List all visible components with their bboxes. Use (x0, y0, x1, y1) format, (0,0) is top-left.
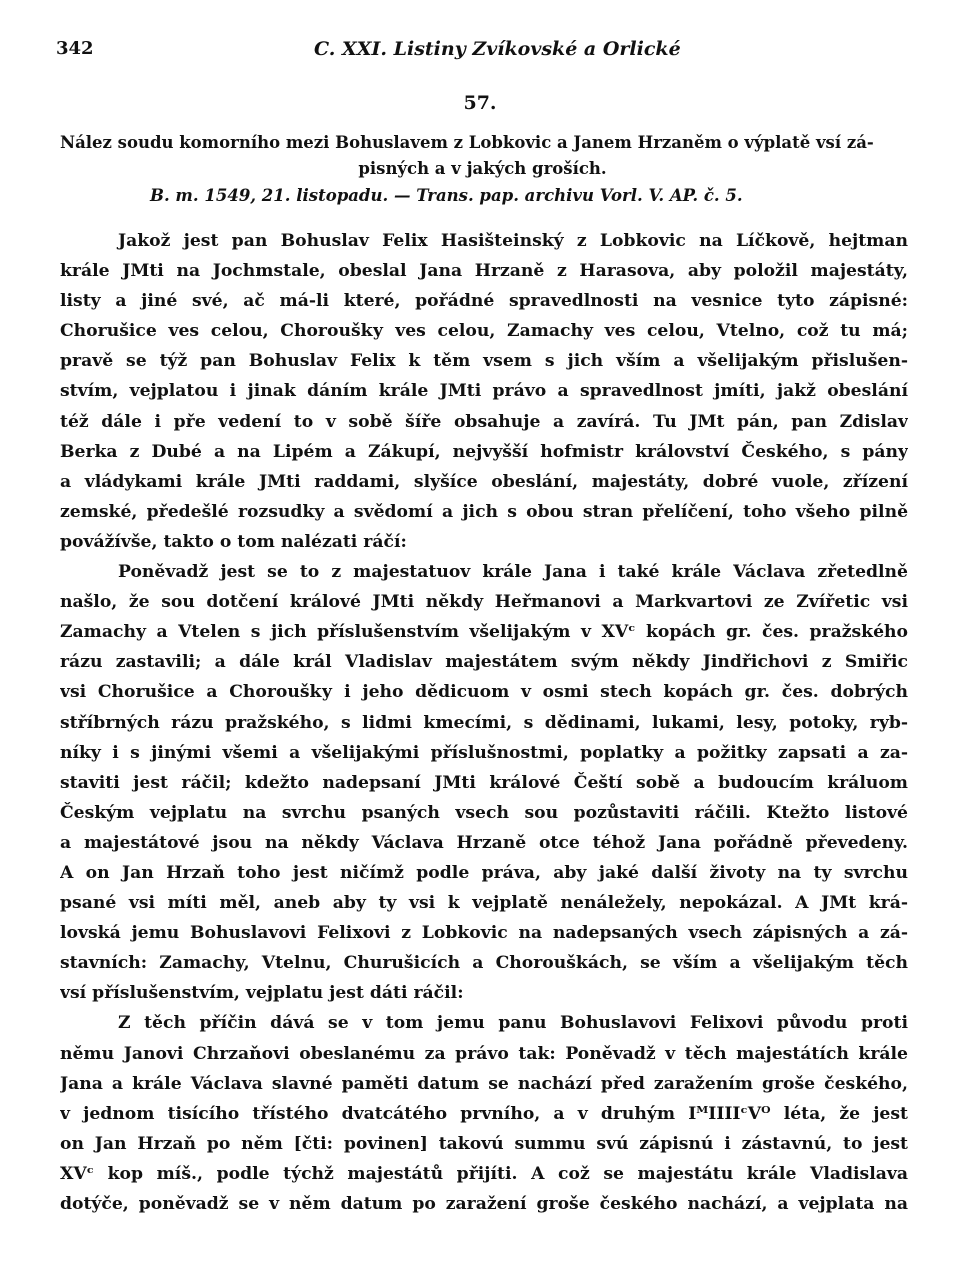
source-citation: B. m. 1549, 21. listopadu. — Trans. pap. archivu Vorl. V. AP. č. 5. (150, 186, 743, 205)
text-line: XVᶜ kop míš., podle týchž majestátů přijíti. A což se majestátu krále Vladislava (60, 1163, 908, 1184)
text-line: krále JMti na Jochmstale, obeslal Jana Hrzaně z Harasova, aby položil majestáty, (60, 261, 908, 282)
text-line: Z těch příčin dává se v tom jemu panu Bohuslavovi Felixovi původu proti (118, 1013, 908, 1034)
text-line: a majestátové jsou na někdy Václava Hrzaně otce téhož Jana pořádně převedeny. (60, 832, 908, 853)
text-line: listy a jiné své, ač má-li které, pořádné spravedlnosti na vesnice tyto zápisné: (60, 291, 908, 312)
text-line: též dále i pře vedení to v sobě šíře obsahuje a zavírá. Tu JMt pán, pan Zdislav (60, 411, 908, 432)
text-line: psané vsi míti měl, aneb aby ty vsi k vejplatě nenáležely, nepokázal. A JMt krá- (60, 893, 908, 914)
text-line: našlo, že sou dotčení králové JMti někdy Heřmanovi a Markvartovi ze Zvířetic vsi (60, 592, 908, 613)
text-line: Jana a krále Václava slavné paměti datum se nachází před zaražením groše českého, (60, 1073, 908, 1094)
text-line: lovská jemu Bohuslavovi Felixovi z Lobkovic na nadepsaných vsech zápisných a zá- (60, 923, 908, 944)
text-line: on Jan Hrzaň po něm [čti: povinen] takovú summu svú zápisnú i zástavnú, to jest (60, 1133, 908, 1154)
text-line: dotýče, poněvadž se v něm datum po zaražení groše českého nachází, a vejplata na (60, 1194, 908, 1214)
document-regest (60, 130, 905, 182)
text-line: v jednom tisícího třístého dvatcátého prvního, a v druhým IᴹIIIIᶜVᴼ léta, že jest (60, 1103, 908, 1124)
text-line: povážívše, takto o tom nalézati ráčí: (60, 531, 407, 552)
text-line: Českým vejplatu na svrchu psaných vsech sou pozůstaviti ráčili. Ktežto listové (60, 802, 908, 823)
text-line: němu Janovi Chrzaňovi obeslanému za právo tak: Poněvadž v těch majestátích krále (60, 1043, 908, 1064)
running-title: C. XXI. Listiny Zvíkovské a Orlické (314, 38, 681, 60)
text-line: Chorušice ves celou, Chorouškу ves celou, Zamachy ves celou, Vtelno, což tu má; (60, 321, 908, 342)
page-number: 342 (56, 38, 94, 59)
text-line: pravě se týž pan Bohuslav Felix k těm vsem s jich vším a všelijakým přislušen- (60, 351, 908, 372)
text-line: zemské, předešlé rozsudky a svědomí a jich s obou stran přelíčení, toho všeho pilně (60, 501, 908, 522)
regest-line: pisných a v jakých groších. (358, 159, 607, 178)
text-line: vsi Chorušice a Chorouškу i jeho dědicuom v osmi stech kopách gr. čes. dobrých (60, 682, 908, 703)
text-line: stvím, vejplatou i jinak dáním krále JMti právo a spravedlnost jmíti, jakž obeslání (60, 381, 908, 402)
text-line: níky i s jinými všemi a všelijakými příslušnostmi, poplatky a požitky zapsati a za- (60, 742, 908, 763)
text-line: stavních: Zamachy, Vtelnu, Churušicích a Chorouškách, se vším a všelijakým těch (60, 953, 908, 974)
running-header (56, 38, 906, 68)
text-line: staviti jest ráčil; kdežto nadepsaní JMti králové Čeští sobě a budoucím králuom (60, 772, 908, 793)
text-line: Berka z Dubé a na Lipém a Zákupí, nejvyšší hofmistr království Českého, s pány (60, 441, 908, 462)
regest-line: Nález soudu komorního mezi Bohuslavem z Lobkovic a Janem Hrzaněm o výplatě vsí zá- (60, 133, 874, 152)
text-line: stříbrných rázu pražského, s lidmi kmecími, s dědinami, lukami, lesy, potoky, ryb- (60, 712, 908, 733)
text-line: Jakož jest pan Bohuslav Felix Hasišteinský z Lobkovic na Líčkově, hejtman (118, 231, 908, 251)
document-number: 57. (463, 92, 497, 114)
text-line: A on Jan Hrzaň toho jest ničímž podle práva, aby jaké další životy na ty svrchu (60, 862, 908, 883)
text-line: rázu zastavili; a dále král Vladislav majestátem svým někdy Jindřichovi z Smiřic (60, 652, 908, 673)
text-line: vsí příslušenstvím, vejplatu jest dáti ráčil: (60, 983, 464, 1004)
text-line: a vládykami krále JMti raddami, slyšíce obeslání, majestáty, dobré vuole, zřízení (60, 471, 908, 492)
text-line: Poněvadž jest se to z majestatuov krále Jana i také krále Václava zřetedlně (118, 562, 908, 583)
text-line: Zamachy a Vtelen s jich příslušenstvím všelijakým v XVᶜ kopách gr. čes. pražského (60, 622, 908, 643)
document-body (60, 226, 908, 1219)
